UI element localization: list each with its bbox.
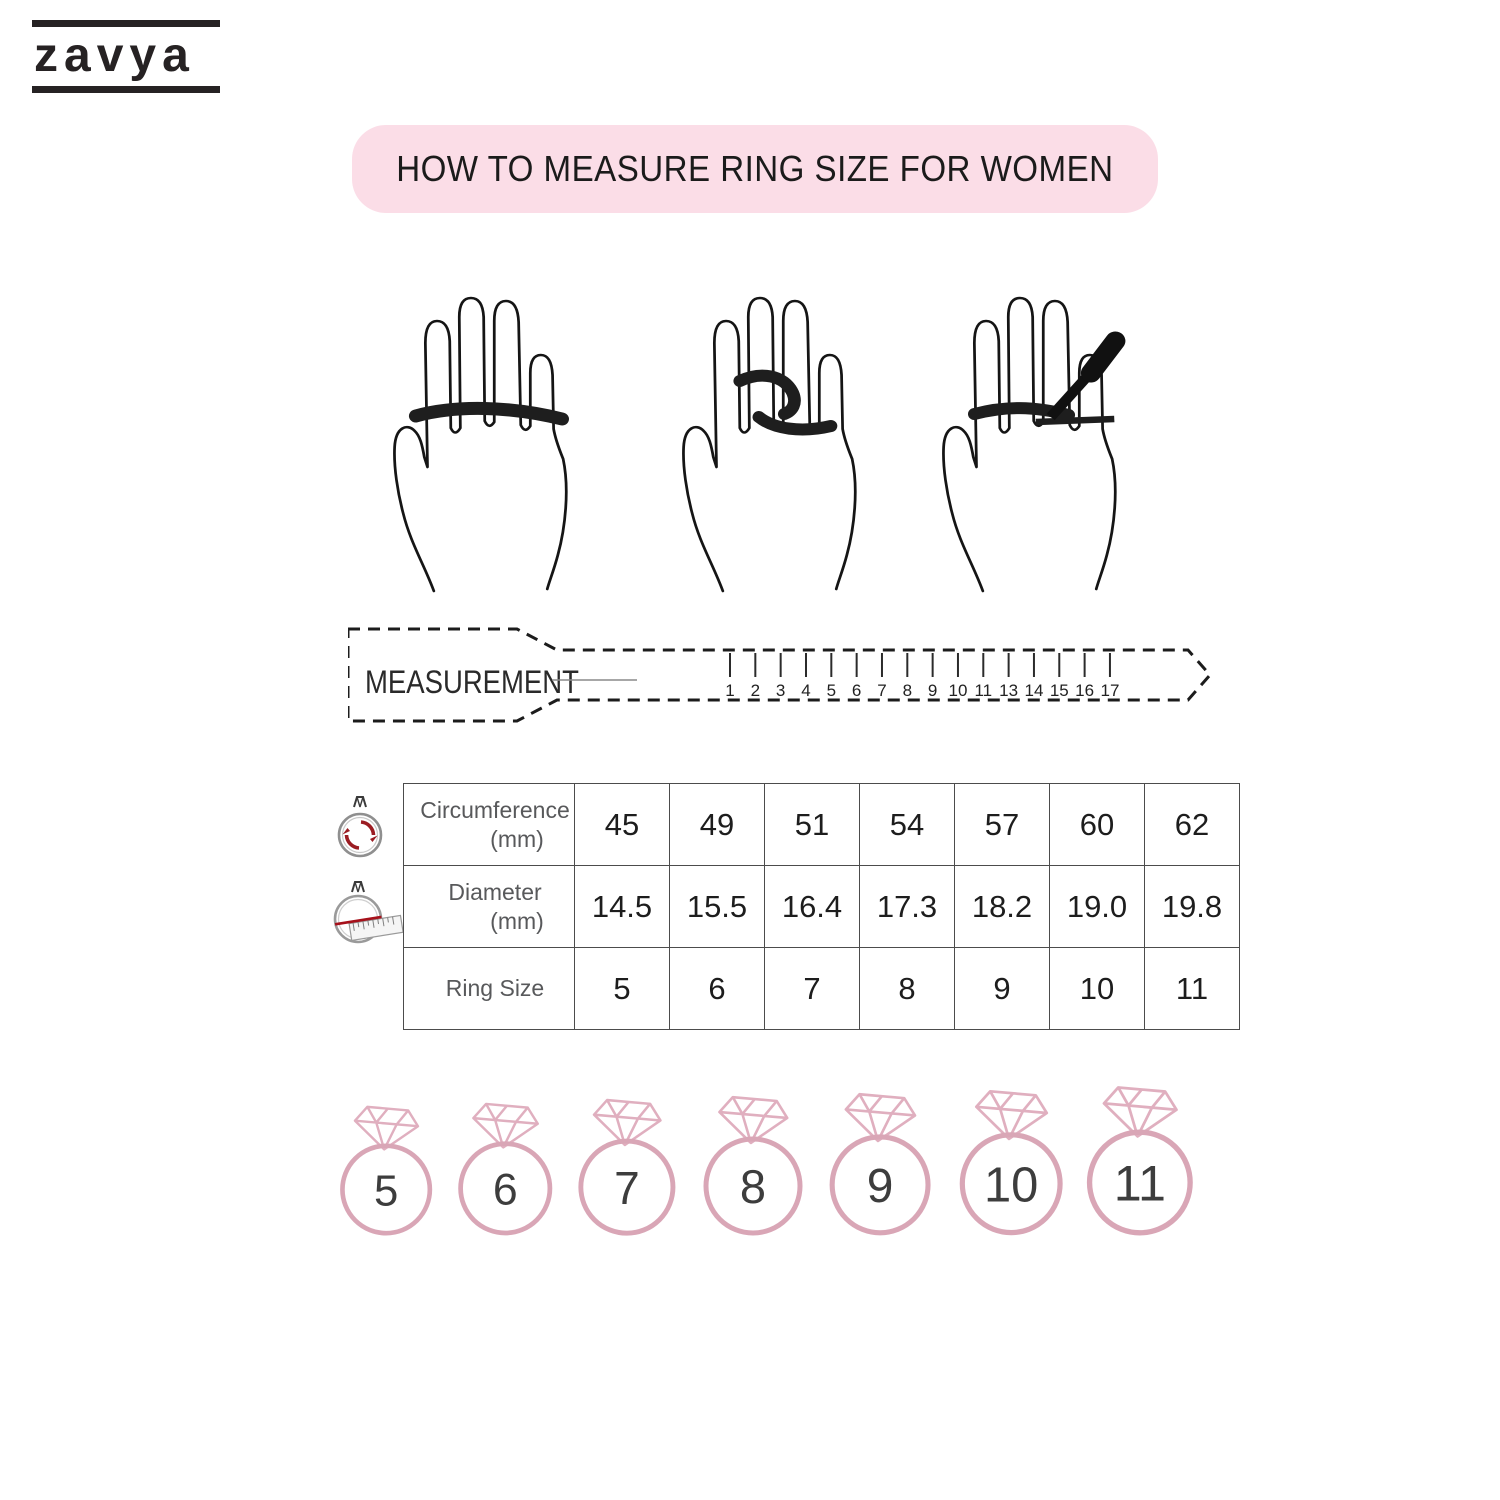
value-cell: 18.2 bbox=[955, 866, 1050, 948]
logo-top-bar bbox=[32, 20, 220, 27]
value-cell: 19.0 bbox=[1050, 866, 1145, 948]
size-table bbox=[403, 783, 1240, 1030]
ruler-label: MEASUREMENT bbox=[365, 665, 579, 701]
diamond-ring-icon bbox=[573, 1096, 681, 1239]
ring-diameter-icon bbox=[326, 872, 406, 954]
row-label: Circumference bbox=[420, 796, 570, 823]
hand-illustration-step1 bbox=[366, 293, 578, 593]
value-cell: 10 bbox=[1050, 948, 1145, 1030]
measuring-strip-flat-end bbox=[1036, 419, 1114, 422]
row-header-cell bbox=[404, 948, 575, 1030]
ruler-tick-number: 8 bbox=[902, 681, 913, 700]
value-cell: 6 bbox=[670, 948, 765, 1030]
hand-illustration-step3 bbox=[915, 293, 1127, 593]
diamond-icon bbox=[471, 1103, 539, 1150]
marker-pen-icon bbox=[1091, 341, 1115, 373]
value-cell: 49 bbox=[670, 784, 765, 866]
measuring-strip bbox=[416, 408, 562, 419]
value-cell: 7 bbox=[765, 948, 860, 1030]
value-cell: 5 bbox=[575, 948, 670, 1030]
diamond-ring-icon bbox=[335, 1103, 437, 1239]
ring-size-number: 7 bbox=[614, 1161, 640, 1214]
value-cell: 8 bbox=[860, 948, 955, 1030]
hand-outline bbox=[943, 298, 1115, 591]
hand-illustration-step2 bbox=[655, 293, 867, 593]
ruler-tick-number: 11 bbox=[974, 681, 993, 700]
ruler-marks bbox=[725, 653, 1119, 700]
ring-band-circle bbox=[706, 1139, 800, 1233]
row-header-cell bbox=[404, 784, 575, 866]
ruler-tick-number: 14 bbox=[1024, 681, 1044, 700]
diamond-ring-icon bbox=[824, 1090, 936, 1239]
ring-size-number: 10 bbox=[983, 1158, 1039, 1213]
value-cell: 60 bbox=[1050, 784, 1145, 866]
diamond-icon bbox=[717, 1096, 789, 1146]
value-cell: 15.5 bbox=[670, 866, 765, 948]
hand-outline bbox=[394, 298, 566, 591]
diamond-icon bbox=[353, 1106, 420, 1152]
page-title: HOW TO MEASURE RING SIZE FOR WOMEN bbox=[396, 148, 1114, 189]
diamond-icon bbox=[974, 1090, 1048, 1142]
ruler-tick-number: 7 bbox=[877, 681, 887, 700]
value-cell: 62 bbox=[1145, 784, 1240, 866]
table-row bbox=[404, 948, 1240, 1030]
value-cell: 14.5 bbox=[575, 866, 670, 948]
ruler-tick-number: 16 bbox=[1075, 681, 1095, 700]
diamond-icon bbox=[1102, 1086, 1179, 1139]
ruler-tick-number: 9 bbox=[927, 681, 938, 700]
value-cell: 16.4 bbox=[765, 866, 860, 948]
ring-size-number: 8 bbox=[739, 1160, 767, 1213]
table-row bbox=[404, 866, 1240, 948]
ring-band-circle bbox=[1090, 1132, 1191, 1233]
diamond-icon bbox=[592, 1099, 662, 1148]
value-cell: 11 bbox=[1145, 948, 1240, 1030]
ring-band-circle bbox=[962, 1135, 1060, 1233]
brand-logo-text: zavya bbox=[34, 29, 195, 82]
value-cell: 9 bbox=[955, 948, 1050, 1030]
value-cell: 51 bbox=[765, 784, 860, 866]
row-header-cell bbox=[404, 866, 575, 948]
ring-band-circle bbox=[581, 1141, 673, 1233]
row-label: Diameter bbox=[448, 878, 542, 905]
diamond-ring-icon bbox=[954, 1087, 1068, 1239]
ruler-tick-number: 13 bbox=[999, 681, 1019, 700]
diamond-icon bbox=[843, 1093, 916, 1144]
measurement-ruler bbox=[348, 627, 1214, 732]
ring-circumference-icon bbox=[330, 793, 390, 871]
ruler-tick-number: 6 bbox=[851, 681, 862, 700]
size-table-body bbox=[404, 784, 1240, 1030]
ring-band-circle bbox=[460, 1144, 549, 1233]
ruler-tick-number: 10 bbox=[948, 681, 968, 700]
logo-bottom-bar bbox=[32, 86, 220, 93]
ruler-tick-number: 15 bbox=[1049, 681, 1069, 700]
ruler-tick-number: 17 bbox=[1100, 681, 1120, 700]
ring-band-circle bbox=[342, 1146, 429, 1233]
value-cell: 45 bbox=[575, 784, 670, 866]
diamond-ring-icon bbox=[1081, 1083, 1199, 1239]
value-cell: 19.8 bbox=[1145, 866, 1240, 948]
table-row bbox=[404, 784, 1240, 866]
row-label: Ring Size bbox=[445, 975, 545, 1002]
diamond-ring-icon bbox=[453, 1100, 558, 1239]
ring-size-number: 5 bbox=[373, 1166, 399, 1216]
ruler-tick-number: 2 bbox=[750, 681, 761, 700]
ruler-tick-number: 3 bbox=[775, 681, 786, 700]
ring-size-number: 6 bbox=[492, 1165, 518, 1215]
hand-outline bbox=[683, 298, 855, 591]
ruler-tick-number: 4 bbox=[801, 681, 811, 700]
row-unit: (mm) bbox=[490, 825, 544, 852]
page-title-banner bbox=[352, 125, 1158, 213]
ring-size-number: 11 bbox=[1113, 1154, 1167, 1212]
diamond-ring-icon bbox=[698, 1093, 808, 1239]
brand-logo bbox=[32, 20, 220, 93]
ruler-tick-number: 5 bbox=[826, 681, 837, 700]
value-cell: 57 bbox=[955, 784, 1050, 866]
value-cell: 17.3 bbox=[860, 866, 955, 948]
value-cell: 54 bbox=[860, 784, 955, 866]
ring-size-number: 9 bbox=[866, 1160, 894, 1214]
ring-band-circle bbox=[832, 1137, 928, 1233]
ruler-tick-number: 1 bbox=[725, 681, 735, 700]
row-unit: (mm) bbox=[490, 907, 544, 934]
